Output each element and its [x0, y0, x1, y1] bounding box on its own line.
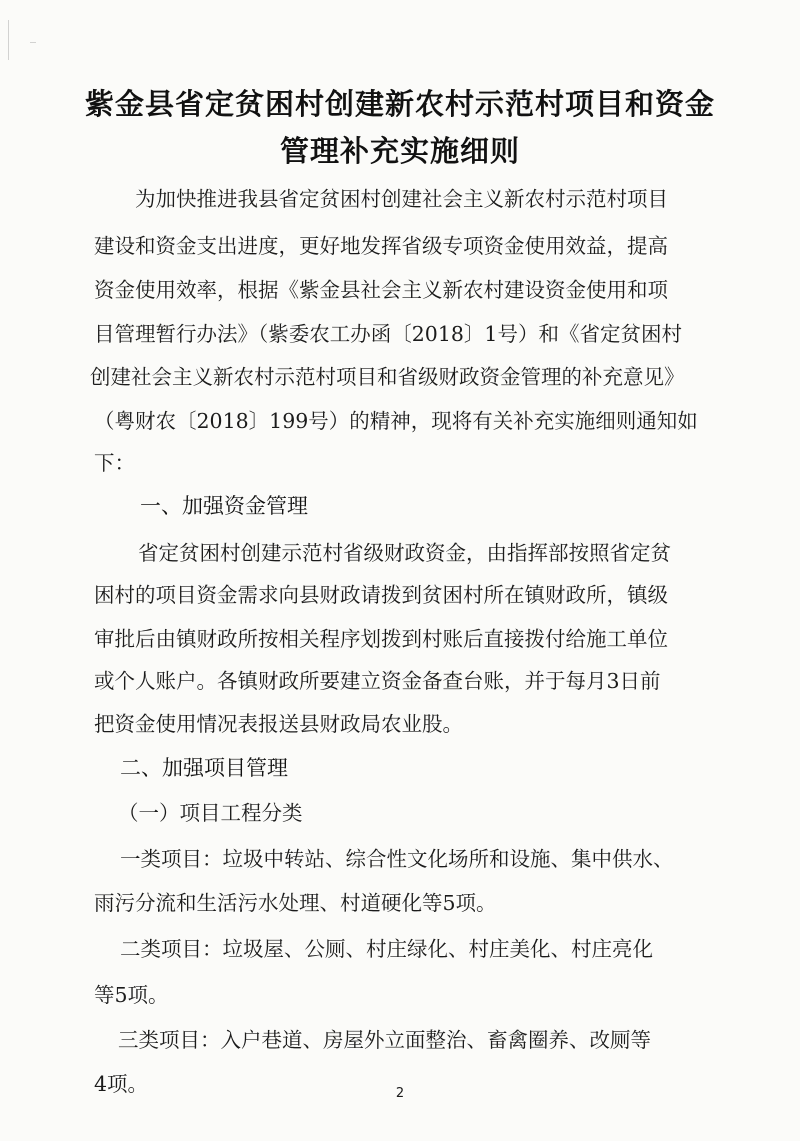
- intro-paragraph-line: 下：: [94, 451, 135, 475]
- scan-edge-mark: [8, 20, 9, 60]
- category-line: 4项。: [94, 1072, 149, 1096]
- intro-paragraph-line: 为加快推进我县省定贫困村创建社会主义新农村示范村项目: [135, 187, 668, 211]
- section-1-heading: 一、加强资金管理: [140, 494, 308, 518]
- category-line: 等5项。: [94, 983, 169, 1007]
- intro-paragraph-line: 目管理暂行办法》（紫委农工办函〔2018〕1号）和《省定贫困村: [94, 322, 682, 346]
- intro-paragraph-line: （粤财农〔2018〕199号）的精神，现将有关补充实施细则通知如: [94, 409, 698, 433]
- intro-paragraph-line: 建设和资金支出进度，更好地发挥省级专项资金使用效益，提高: [94, 234, 668, 258]
- intro-paragraph-line: 资金使用效率，根据《紫金县社会主义新农村建设资金使用和项: [94, 278, 668, 302]
- document-title-line-2: 管理补充实施细则: [279, 134, 520, 168]
- document-title-line-1: 紫金县省定贫困村创建新农村示范村项目和资金: [84, 87, 715, 121]
- section-1-paragraph-line: 审批后由镇财政所按相关程序划拨到村账后直接拨付给施工单位: [94, 627, 668, 651]
- scan-edge-mark: [30, 42, 36, 43]
- intro-paragraph-line: 创建社会主义新农村示范村项目和省级财政资金管理的补充意见》: [90, 365, 685, 389]
- section-2-heading: 二、加强项目管理: [120, 756, 288, 780]
- category-line: 一类项目：垃圾中转站、综合性文化场所和设施、集中供水、: [120, 847, 674, 871]
- section-1-paragraph-line: 省定贫困村创建示范村省级财政资金，由指挥部按照省定贫: [138, 541, 671, 565]
- section-1-paragraph-line: 或个人账户。各镇财政所要建立资金备查台账，并于每月3日前: [94, 669, 661, 693]
- category-line: 二类项目：垃圾屋、公厕、村庄绿化、村庄美化、村庄亮化: [120, 937, 653, 961]
- category-line: 雨污分流和生活污水处理、村道硬化等5项。: [94, 891, 497, 915]
- subsection-1-heading: （一）项目工程分类: [118, 801, 303, 825]
- page-number: 2: [395, 1086, 405, 1101]
- section-1-paragraph-line: 把资金使用情况表报送县财政局农业股。: [94, 712, 463, 736]
- category-line: 三类项目：入户巷道、房屋外立面整治、畜禽圈养、改厕等: [118, 1028, 651, 1052]
- section-1-paragraph-line: 困村的项目资金需求向县财政请拨到贫困村所在镇财政所，镇级: [94, 583, 668, 607]
